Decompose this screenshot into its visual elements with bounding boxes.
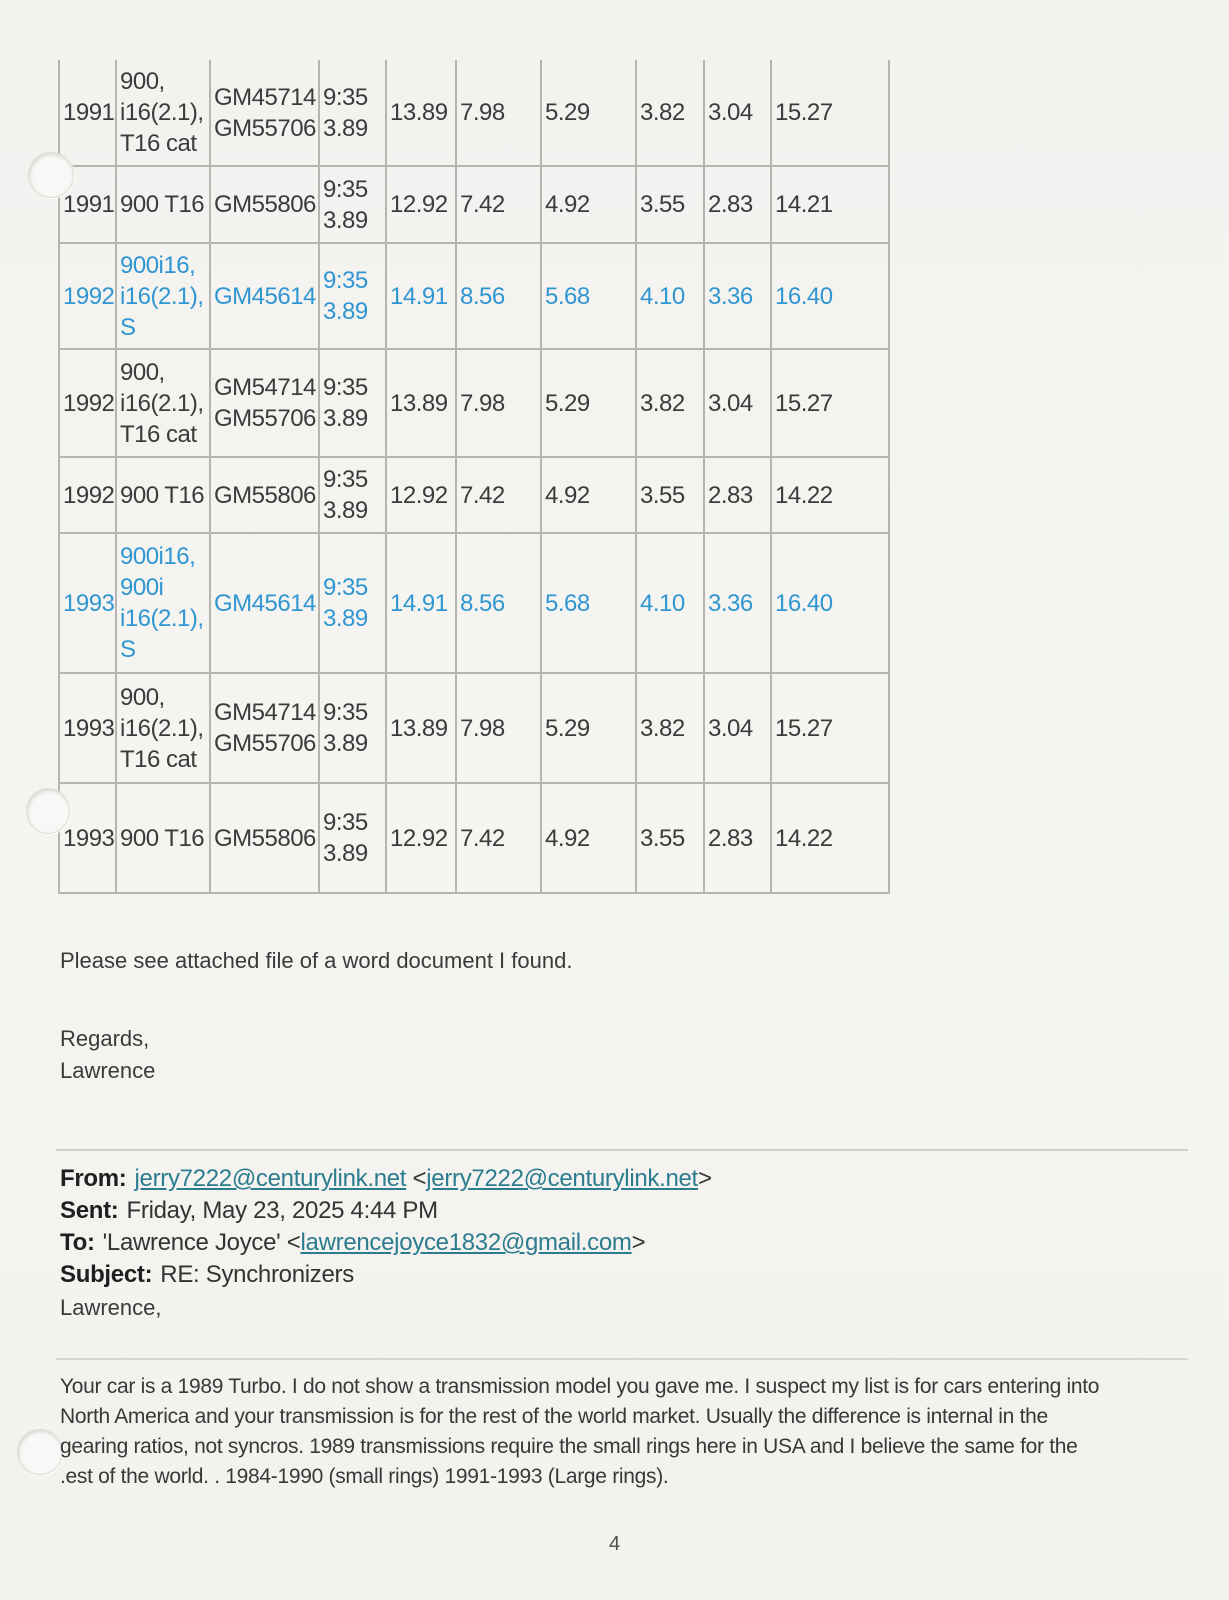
cell-ratio-1: 13.89	[386, 673, 456, 783]
header-field-label: Sent:	[60, 1197, 119, 1224]
table-row	[59, 457, 889, 533]
header-divider	[56, 1149, 1188, 1151]
body-divider	[56, 1358, 1188, 1360]
cell-gearbox: GM45614	[210, 533, 319, 673]
table-row	[59, 60, 889, 166]
cell-ratio-5: 2.83	[704, 783, 771, 893]
cell-ratio-6: 15.27	[771, 60, 889, 166]
cell-ratio-6: 15.27	[771, 673, 889, 783]
cell-ratio-2: 8.56	[456, 243, 541, 349]
cell-ratio-4: 3.55	[636, 783, 704, 893]
cell-year: 1992	[59, 243, 116, 349]
cell-ratio-2: 7.98	[456, 673, 541, 783]
cell-gearbox: GM55806	[210, 783, 319, 893]
cell-gearbox: GM45614	[210, 243, 319, 349]
greeting: Lawrence,	[60, 1295, 162, 1320]
email-header-line	[60, 1259, 712, 1291]
cell-ratio-5: 3.36	[704, 533, 771, 673]
cell-ratio-3: 4.92	[541, 166, 636, 243]
cell-ratio-2: 7.42	[456, 457, 541, 533]
table-row	[59, 533, 889, 673]
cell-model: 900i16, i16(2.1), S	[116, 243, 210, 349]
header-field-text: >	[697, 1165, 712, 1192]
gear-ratio-table	[58, 60, 890, 894]
cell-gearbox: GM55806	[210, 457, 319, 533]
header-field-text: Friday, May 23, 2025 4:44 PM	[126, 1197, 438, 1224]
email-header-line	[60, 1163, 712, 1195]
cell-ratio-1: 12.92	[386, 783, 456, 893]
cell-final-drive: 9:35 3.89	[319, 166, 386, 243]
header-field-text: <	[406, 1165, 427, 1192]
cell-final-drive: 9:35 3.89	[319, 349, 386, 457]
cell-gearbox: GM45714 GM55706	[210, 60, 319, 166]
cell-model: 900 T16	[116, 457, 210, 533]
paragraph-line: .est of the world. . 1984-1990 (small rings) 1991-1993 (Large rings).	[60, 1465, 669, 1488]
email-address-link: lawrencejoyce1832@gmail.com	[300, 1229, 632, 1256]
cell-ratio-5: 2.83	[704, 166, 771, 243]
cell-model: 900i16, 900i i16(2.1), S	[116, 533, 210, 673]
cell-gearbox: GM54714 GM55706	[210, 673, 319, 783]
cell-ratio-5: 3.36	[704, 243, 771, 349]
cell-ratio-5: 3.04	[704, 673, 771, 783]
header-field-label: From:	[60, 1165, 127, 1192]
cell-ratio-1: 12.92	[386, 166, 456, 243]
cell-ratio-5: 3.04	[704, 60, 771, 166]
cell-model: 900, i16(2.1), T16 cat	[116, 349, 210, 457]
cell-ratio-3: 5.68	[541, 533, 636, 673]
cell-final-drive: 9:35 3.89	[319, 457, 386, 533]
cell-ratio-2: 7.98	[456, 349, 541, 457]
attachment-note: Please see attached file of a word document I found.	[60, 948, 573, 973]
cell-year: 1993	[59, 673, 116, 783]
header-field-text: 'Lawrence Joyce' <	[102, 1229, 301, 1256]
cell-year: 1991	[59, 60, 116, 166]
cell-ratio-5: 3.04	[704, 349, 771, 457]
cell-ratio-4: 4.10	[636, 533, 704, 673]
cell-ratio-4: 3.55	[636, 166, 704, 243]
cell-ratio-2: 8.56	[456, 533, 541, 673]
cell-ratio-4: 3.82	[636, 60, 704, 166]
cell-ratio-1: 12.92	[386, 457, 456, 533]
cell-ratio-3: 5.29	[541, 60, 636, 166]
table-row	[59, 783, 889, 893]
header-field-label: To:	[60, 1229, 95, 1256]
cell-ratio-6: 16.40	[771, 533, 889, 673]
cell-ratio-1: 13.89	[386, 349, 456, 457]
cell-ratio-6: 14.22	[771, 783, 889, 893]
table-row	[59, 673, 889, 783]
cell-ratio-4: 3.55	[636, 457, 704, 533]
cell-ratio-3: 5.29	[541, 673, 636, 783]
email-address-link: jerry7222@centurylink.net	[426, 1165, 698, 1192]
header-field-text: >	[631, 1229, 646, 1256]
cell-ratio-1: 14.91	[386, 243, 456, 349]
cell-final-drive: 9:35 3.89	[319, 60, 386, 166]
signoff: Regards,	[60, 1026, 150, 1051]
cell-final-drive: 9:35 3.89	[319, 783, 386, 893]
paragraph-line: gearing ratios, not syncros. 1989 transmissions require the small rings here in USA and I believe the same for the	[60, 1435, 1078, 1458]
cell-model: 900 T16	[116, 783, 210, 893]
cell-final-drive: 9:35 3.89	[319, 673, 386, 783]
header-field-label: Subject:	[60, 1261, 153, 1288]
cell-year: 1993	[59, 783, 116, 893]
email-header-block	[60, 1163, 712, 1291]
cell-ratio-3: 4.92	[541, 457, 636, 533]
cell-ratio-3: 4.92	[541, 783, 636, 893]
paragraph-line: North America and your transmission is for the rest of the world market. Usually the difference is internal in the	[60, 1405, 1048, 1428]
cell-model: 900, i16(2.1), T16 cat	[116, 60, 210, 166]
page-number: 4	[608, 1533, 621, 1555]
cell-model: 900 T16	[116, 166, 210, 243]
cell-year: 1991	[59, 166, 116, 243]
table-row	[59, 243, 889, 349]
email-header-line	[60, 1195, 712, 1227]
email-address-link: jerry7222@centurylink.net	[134, 1165, 407, 1192]
table-row	[59, 349, 889, 457]
cell-ratio-6: 15.27	[771, 349, 889, 457]
cell-year: 1993	[59, 533, 116, 673]
hole-punch-top	[28, 152, 74, 198]
cell-model: 900, i16(2.1), T16 cat	[116, 673, 210, 783]
email-header-line	[60, 1227, 712, 1259]
cell-ratio-4: 3.82	[636, 349, 704, 457]
signature: Lawrence	[60, 1058, 156, 1083]
paragraph-line: Your car is a 1989 Turbo. I do not show a transmission model you gave me. I suspect my list is for cars entering into	[60, 1375, 1100, 1398]
cell-ratio-1: 14.91	[386, 533, 456, 673]
hole-punch-middle	[26, 788, 70, 834]
cell-gearbox: GM55806	[210, 166, 319, 243]
cell-ratio-2: 7.98	[456, 60, 541, 166]
cell-ratio-6: 16.40	[771, 243, 889, 349]
cell-ratio-6: 14.22	[771, 457, 889, 533]
cell-ratio-1: 13.89	[386, 60, 456, 166]
cell-ratio-3: 5.29	[541, 349, 636, 457]
cell-final-drive: 9:35 3.89	[319, 533, 386, 673]
cell-ratio-4: 3.82	[636, 673, 704, 783]
cell-ratio-6: 14.21	[771, 166, 889, 243]
cell-final-drive: 9:35 3.89	[319, 243, 386, 349]
header-field-text: RE: Synchronizers	[160, 1261, 354, 1288]
cell-ratio-5: 2.83	[704, 457, 771, 533]
cell-ratio-4: 4.10	[636, 243, 704, 349]
cell-gearbox: GM54714 GM55706	[210, 349, 319, 457]
cell-ratio-2: 7.42	[456, 783, 541, 893]
hole-punch-bottom	[17, 1429, 63, 1475]
cell-year: 1992	[59, 349, 116, 457]
cell-year: 1992	[59, 457, 116, 533]
table-row	[59, 166, 889, 243]
cell-ratio-3: 5.68	[541, 243, 636, 349]
gear-table-body	[59, 60, 889, 893]
cell-ratio-2: 7.42	[456, 166, 541, 243]
email-body-paragraph	[60, 1372, 1099, 1492]
